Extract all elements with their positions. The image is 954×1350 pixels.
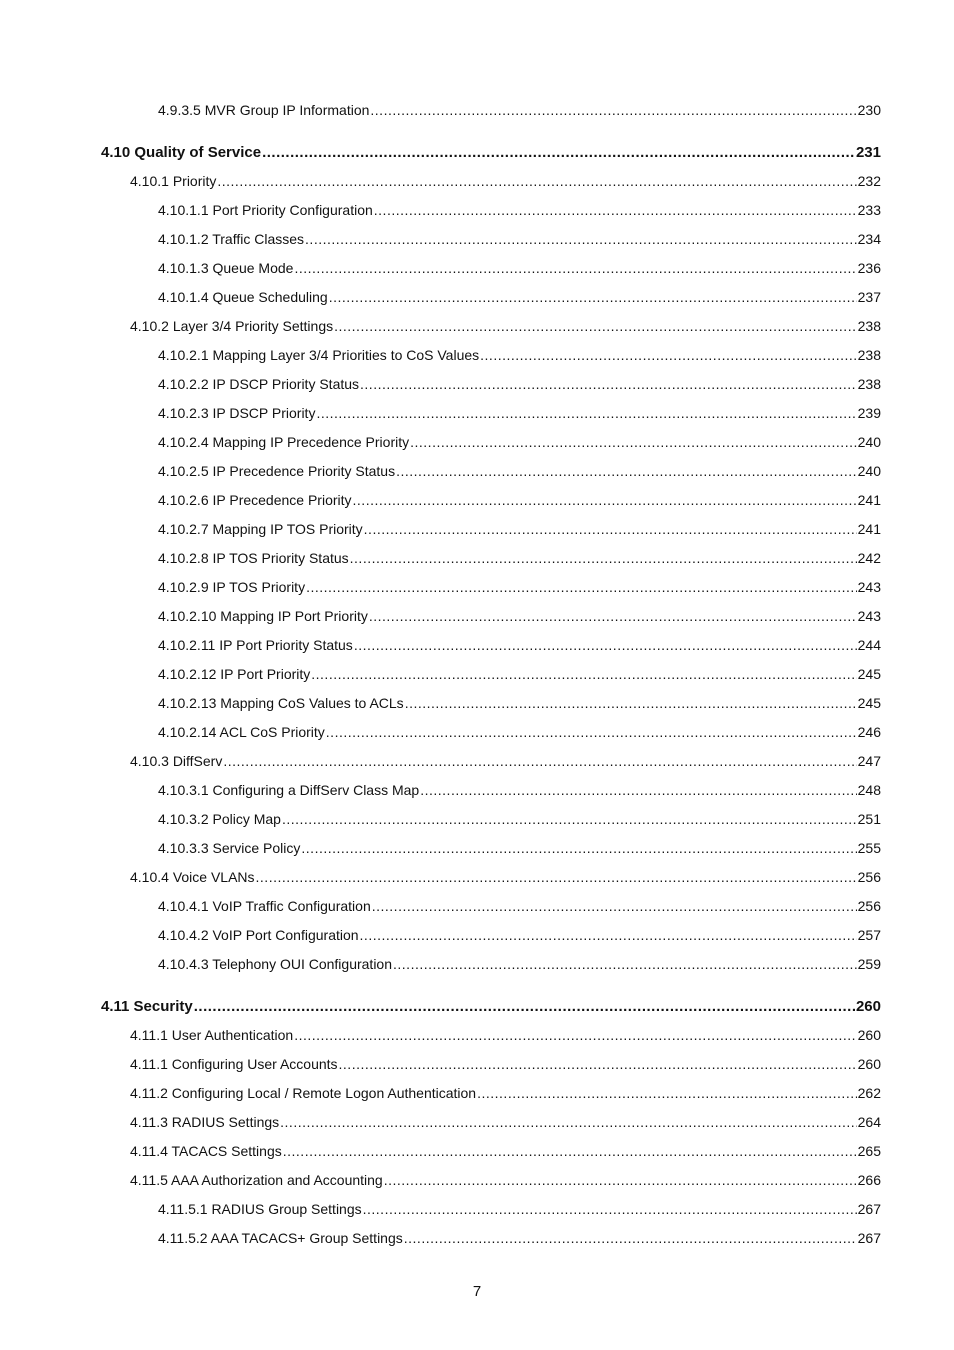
toc-entry-page: 231	[855, 144, 881, 161]
toc-entry-page: 236	[857, 260, 881, 276]
toc-entry-title: 4.10.2.9 IP TOS Priority	[158, 579, 306, 595]
toc-entry-title: 4.9.3.5 MVR Group IP Information	[158, 102, 370, 118]
toc-entry-title: 4.11.1 User Authentication	[130, 1027, 294, 1043]
toc-entry-title: 4.10.4 Voice VLANs	[130, 869, 255, 885]
toc-entry[interactable]	[158, 1229, 881, 1247]
dot-leader	[370, 101, 856, 119]
toc-entry[interactable]	[101, 144, 881, 162]
toc-entry-title: 4.10.3.2 Policy Map	[158, 811, 281, 827]
dot-leader	[393, 955, 857, 973]
dot-leader	[326, 723, 857, 741]
toc-entry-page: 242	[857, 550, 881, 566]
toc-entry[interactable]	[158, 288, 881, 306]
toc-entry-title: 4.10.4.1 VoIP Traffic Configuration	[158, 898, 371, 914]
toc-entry[interactable]	[130, 317, 881, 335]
dot-leader	[364, 520, 857, 538]
toc-entry[interactable]	[130, 1171, 881, 1189]
dot-leader	[369, 607, 857, 625]
toc-entry-page: 246	[857, 724, 881, 740]
dot-leader	[294, 1026, 856, 1044]
toc-entry-title: 4.10.2 Layer 3/4 Priority Settings	[130, 318, 334, 334]
toc-entry[interactable]	[130, 172, 881, 190]
toc-entry-title: 4.10.2.5 IP Precedence Priority Status	[158, 463, 396, 479]
toc-entry-page: 234	[857, 231, 881, 247]
toc-entry[interactable]	[158, 781, 881, 799]
toc-entry-title: 4.10.2.13 Mapping CoS Values to ACLs	[158, 695, 404, 711]
toc-entry-page: 248	[857, 782, 881, 798]
toc-entry-title: 4.11.5.2 AAA TACACS+ Group Settings	[158, 1230, 403, 1246]
toc-entry-page: 266	[857, 1172, 881, 1188]
dot-leader	[256, 868, 857, 886]
toc-entry[interactable]	[158, 723, 881, 741]
toc-entry-page: 265	[857, 1143, 881, 1159]
toc-entry[interactable]	[158, 955, 881, 973]
toc-entry[interactable]	[158, 230, 881, 248]
toc-entry[interactable]	[158, 897, 881, 915]
toc-entry[interactable]	[130, 1055, 881, 1073]
toc-entry-page: 232	[857, 173, 881, 189]
toc-entry-title: 4.10.2.12 IP Port Priority	[158, 666, 311, 682]
toc-entry-page: 243	[857, 608, 881, 624]
dot-leader	[477, 1084, 857, 1102]
toc-entry-title: 4.10.1 Priority	[130, 173, 217, 189]
toc-entry-title: 4.11.2 Configuring Local / Remote Logon Authentication	[130, 1085, 477, 1101]
dot-leader	[316, 404, 856, 422]
toc-entry[interactable]	[130, 868, 881, 886]
toc-entry-page: 264	[857, 1114, 881, 1130]
dot-leader	[420, 781, 856, 799]
dot-leader	[360, 926, 857, 944]
dot-leader	[305, 230, 857, 248]
dot-leader	[396, 462, 857, 480]
toc-entry-title: 4.10 Quality of Service	[101, 144, 262, 161]
dot-leader	[384, 1171, 857, 1189]
toc-entry-page: 256	[857, 869, 881, 885]
toc-entry-page: 245	[857, 666, 881, 682]
dot-leader	[262, 144, 855, 162]
toc-entry[interactable]	[158, 201, 881, 219]
toc-entry-page: 244	[857, 637, 881, 653]
toc-entry[interactable]	[158, 346, 881, 364]
toc-entry-title: 4.10.2.1 Mapping Layer 3/4 Priorities to CoS Values	[158, 347, 480, 363]
dot-leader	[223, 752, 856, 770]
toc-entry[interactable]	[158, 491, 881, 509]
toc-entry-page: 260	[857, 1056, 881, 1072]
dot-leader	[194, 998, 855, 1016]
toc-entry-page: 238	[857, 318, 881, 334]
toc-entry-title: 4.10.3 DiffServ	[130, 753, 223, 769]
dot-leader	[410, 433, 857, 451]
toc-entry[interactable]	[130, 1142, 881, 1160]
toc-entry-title: 4.10.2.6 IP Precedence Priority	[158, 492, 352, 508]
toc-entry-title: 4.10.1.1 Port Priority Configuration	[158, 202, 373, 218]
toc-entry[interactable]	[158, 101, 881, 119]
toc-entry-page: 238	[857, 376, 881, 392]
dot-leader	[280, 1113, 856, 1131]
toc-entry-title: 4.11.5.1 RADIUS Group Settings	[158, 1201, 362, 1217]
dot-leader	[334, 317, 857, 335]
dot-leader	[405, 694, 857, 712]
dot-leader	[374, 201, 857, 219]
dot-leader	[404, 1229, 857, 1247]
toc-entry[interactable]	[158, 694, 881, 712]
toc-entry[interactable]	[158, 810, 881, 828]
toc-entry-title: 4.11.5 AAA Authorization and Accounting	[130, 1172, 383, 1188]
toc-entry-page: 260	[857, 1027, 881, 1043]
toc-entry-page: 247	[857, 753, 881, 769]
toc-entry-title: 4.10.3.3 Service Policy	[158, 840, 301, 856]
toc-entry-page: 251	[857, 811, 881, 827]
toc-entry-page: 241	[857, 521, 881, 537]
toc-entry-title: 4.10.3.1 Configuring a DiffServ Class Map	[158, 782, 420, 798]
toc-entry[interactable]	[130, 1113, 881, 1131]
toc-entry-title: 4.10.2.4 Mapping IP Precedence Priority	[158, 434, 410, 450]
toc-entry[interactable]	[130, 752, 881, 770]
dot-leader	[311, 665, 856, 683]
toc-entry[interactable]	[158, 462, 881, 480]
toc-entry-title: 4.10.1.2 Traffic Classes	[158, 231, 305, 247]
dot-leader	[329, 288, 857, 306]
toc-entry-page: 240	[857, 463, 881, 479]
toc-entry[interactable]	[158, 607, 881, 625]
toc-entry[interactable]	[158, 404, 881, 422]
toc-entry[interactable]	[158, 839, 881, 857]
toc-entry-page: 233	[857, 202, 881, 218]
toc-entry-title: 4.11.3 RADIUS Settings	[130, 1114, 280, 1130]
toc-entry-title: 4.10.2.8 IP TOS Priority Status	[158, 550, 349, 566]
toc-entry-page: 237	[857, 289, 881, 305]
toc-entry[interactable]	[158, 375, 881, 393]
toc-entry-page: 255	[857, 840, 881, 856]
toc-entry-title: 4.10.2.2 IP DSCP Priority Status	[158, 376, 360, 392]
dot-leader	[283, 1142, 857, 1160]
toc-entry-page: 245	[857, 695, 881, 711]
page-number: 7	[472, 1283, 482, 1300]
toc-entry-title: 4.10.4.2 VoIP Port Configuration	[158, 927, 359, 943]
toc-entry[interactable]	[158, 926, 881, 944]
toc-entry-title: 4.11.1 Configuring User Accounts	[130, 1056, 338, 1072]
toc-entry-page: 262	[857, 1085, 881, 1101]
toc-entry-title: 4.10.1.3 Queue Mode	[158, 260, 294, 276]
dot-leader	[372, 897, 857, 915]
toc-entry-title: 4.10.2.7 Mapping IP TOS Priority	[158, 521, 363, 537]
toc-entry-title: 4.10.4.3 Telephony OUI Configuration	[158, 956, 393, 972]
toc-entry-page: 267	[857, 1230, 881, 1246]
toc-entry[interactable]	[158, 665, 881, 683]
toc-entry[interactable]	[130, 1084, 881, 1102]
toc-entry-title: 4.10.2.3 IP DSCP Priority	[158, 405, 316, 421]
toc-entry-title: 4.11.4 TACACS Settings	[130, 1143, 282, 1159]
toc-entry-title: 4.10.1.4 Queue Scheduling	[158, 289, 328, 305]
dot-leader	[282, 810, 857, 828]
toc-entry-page: 230	[857, 102, 881, 118]
dot-leader	[339, 1055, 857, 1073]
toc-entry-page: 257	[857, 927, 881, 943]
toc-entry-page: 260	[855, 998, 881, 1015]
toc-entry-title: 4.10.2.14 ACL CoS Priority	[158, 724, 325, 740]
dot-leader	[301, 839, 856, 857]
dot-leader	[360, 375, 857, 393]
toc-entry[interactable]	[158, 433, 881, 451]
toc-entry[interactable]	[158, 636, 881, 654]
toc-entry-page: 259	[857, 956, 881, 972]
toc-entry-title: 4.10.2.10 Mapping IP Port Priority	[158, 608, 368, 624]
dot-leader	[217, 172, 856, 190]
toc-entry[interactable]	[130, 1026, 881, 1044]
toc-entry-page: 243	[857, 579, 881, 595]
toc-entry[interactable]	[158, 578, 881, 596]
toc-entry-page: 241	[857, 492, 881, 508]
dot-leader	[480, 346, 856, 364]
toc-entry[interactable]	[158, 520, 881, 538]
toc-entry[interactable]	[158, 549, 881, 567]
dot-leader	[306, 578, 857, 596]
dot-leader	[353, 491, 857, 509]
toc-entry[interactable]	[101, 998, 881, 1016]
dot-leader	[294, 259, 856, 277]
toc-entry-page: 256	[857, 898, 881, 914]
toc-entry-title: 4.10.2.11 IP Port Priority Status	[158, 637, 353, 653]
toc-entry-page: 238	[857, 347, 881, 363]
dot-leader	[354, 636, 857, 654]
dot-leader	[363, 1200, 857, 1218]
toc-entry-title: 4.11 Security	[101, 998, 193, 1015]
dot-leader	[350, 549, 857, 567]
toc-entry[interactable]	[158, 1200, 881, 1218]
toc-entry-page: 267	[857, 1201, 881, 1217]
toc-entry[interactable]	[158, 259, 881, 277]
toc-entry-page: 239	[857, 405, 881, 421]
toc-entry-page: 240	[857, 434, 881, 450]
